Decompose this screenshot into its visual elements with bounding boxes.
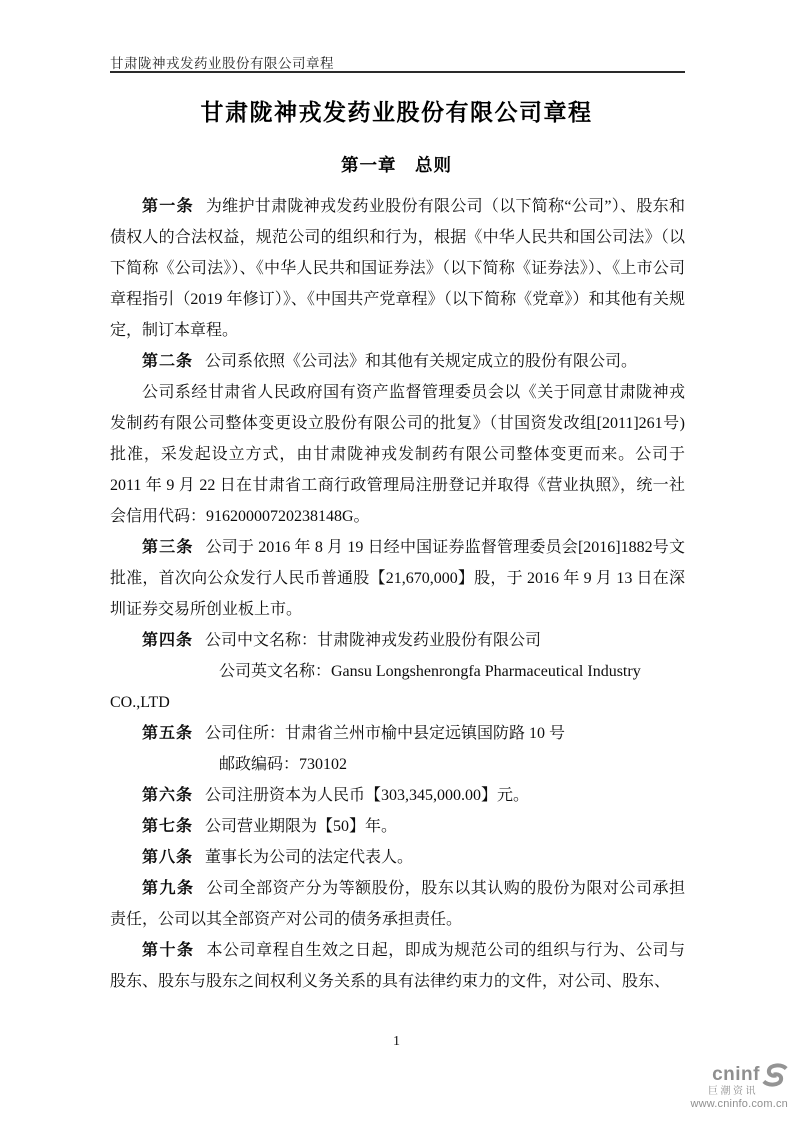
cninfo-cn-name: 巨潮资讯: [708, 1086, 758, 1097]
cninfo-logo-row: [712, 1063, 788, 1087]
article-paragraph: [110, 625, 685, 656]
article-text: 公司营业期限为【50】年。: [205, 818, 398, 835]
article-label: 第五条: [142, 725, 194, 742]
running-header: 甘肃陇神戎发药业股份有限公司章程: [110, 56, 334, 71]
page-number: 1: [393, 1034, 400, 1049]
article-text: 公司中文名称：甘肃陇神戎发药业股份有限公司: [205, 632, 542, 649]
article-label: 第三条: [142, 539, 194, 556]
article-paragraph: [110, 718, 685, 749]
article-label: 第七条: [142, 818, 194, 835]
paragraph: [110, 687, 685, 718]
article-text: CO.,LTD: [110, 694, 170, 711]
document-title: 甘肃陇神戎发药业股份有限公司章程: [200, 100, 593, 125]
cninfo-logo: [690, 1063, 788, 1111]
article-paragraph: [110, 532, 685, 625]
article-text: 公司系经甘肃省人民政府国有资产监督管理委员会以《关于同意甘肃陇神戎发制药有限公司整体变更设立股份有限公司的批复》（甘国资发改组[2011]261号)批准，采发起设立方式，由甘肃陇神戎发制药有限公司整体变更而来。公司于 2011 年 9 月 22 日在甘肃省工商行政管理局注册登记并取得《营业执照》，统一社会信用代码：91620000720238148G。: [110, 384, 685, 525]
article-text: 邮政编码：730102: [219, 756, 348, 773]
article-paragraph: [110, 346, 685, 377]
chapter-heading: 第一章 总则: [341, 155, 452, 175]
article-label: 第二条: [142, 353, 194, 370]
article-paragraph: [110, 780, 685, 811]
article-text: 为维护甘肃陇神戎发药业股份有限公司（以下简称“公司”）、股东和债权人的合法权益，规范公司的组织和行为，根据《中华人民共和国公司法》（以下简称《公司法》）、《中华人民共和国证券法》（以下简称《证券法》）、《上市公司章程指引（2019 年修订）》、《中国共产党章程》（以下简称《党章》）和其他有关规定，制订本章程。: [110, 198, 685, 339]
cninfo-brand-text: cninf: [712, 1064, 760, 1085]
paragraph: [219, 749, 685, 780]
article-text: 公司于 2016 年 8 月 19 日经中国证券监督管理委员会[2016]1882号文批准，首次向公众发行人民币普通股【21,670,000】股，于 2016 年 9 月 13 日在深圳证券交易所创业板上市。: [110, 539, 685, 618]
article-paragraph: [110, 842, 685, 873]
article-label: 第十条: [142, 942, 195, 959]
article-text: 公司注册资本为人民币【303,345,000.00】元。: [205, 787, 530, 804]
article-label: 第八条: [142, 849, 194, 866]
article-paragraph: [110, 935, 685, 997]
document-body: [110, 191, 685, 997]
article-label: 第九条: [142, 880, 195, 897]
article-label: 第一条: [142, 198, 194, 215]
cninfo-url: www.cninfo.com.cn: [690, 1098, 788, 1110]
header-rule: [110, 71, 685, 73]
article-label: 第四条: [142, 632, 194, 649]
article-text: 董事长为公司的法定代表人。: [205, 849, 414, 866]
cninfo-swirl-icon: [762, 1063, 788, 1087]
paragraph: [219, 656, 685, 687]
article-label: 第六条: [142, 787, 194, 804]
article-text: 公司全部资产分为等额股份，股东以其认购的股份为限对公司承担责任，公司以其全部资产对公司的债务承担责任。: [110, 880, 685, 928]
article-text: 本公司章程自生效之日起，即成为规范公司的组织与行为、公司与股东、股东与股东之间权利义务关系的具有法律约束力的文件，对公司、股东、: [110, 942, 685, 990]
article-text: 公司住所：甘肃省兰州市榆中县定远镇国防路 10 号: [205, 725, 566, 742]
article-paragraph: [110, 873, 685, 935]
paragraph: [110, 377, 685, 532]
article-text: 公司系依照《公司法》和其他有关规定成立的股份有限公司。: [205, 353, 638, 370]
article-paragraph: [110, 811, 685, 842]
article-text: 公司英文名称：Gansu Longshenrongfa Pharmaceutical Industry: [219, 663, 641, 680]
article-paragraph: [110, 191, 685, 346]
